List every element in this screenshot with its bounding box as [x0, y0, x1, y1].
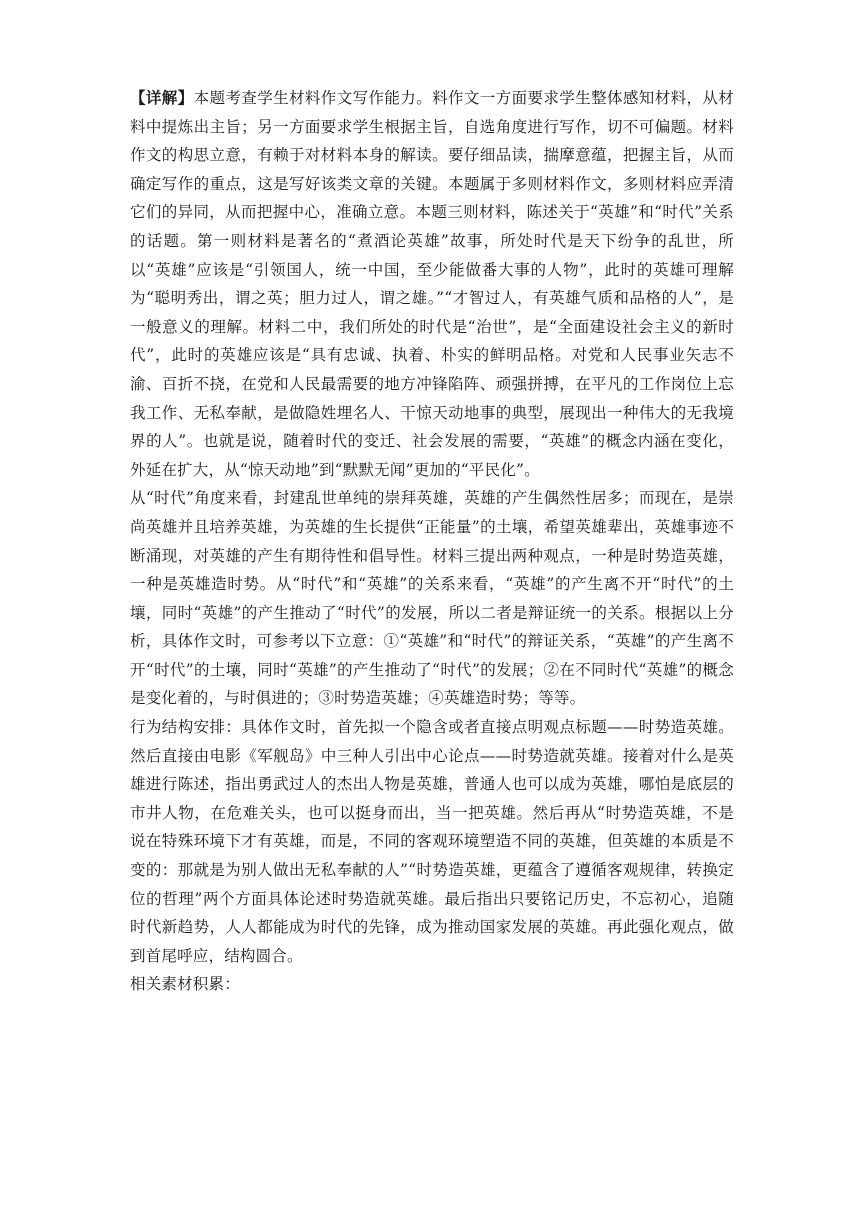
document-body	[130, 84, 734, 999]
paragraph-material-accumulation	[130, 970, 734, 999]
paragraph-text: 从“时代”角度来看，封建乱世单纯的崇拜英雄，英雄的产生偶然性居多；而现在，是崇尚英雄并且培养英雄，为英雄的生长提供“正能量”的土壤，希望英雄辈出，英雄事迹不断涌现，对英雄的产生有期待性和倡导性。材料三提出两种观点，一种是时势造英雄，一种是英雄造时势。从“时代”和“英雄”的关系来看，“英雄”的产生离不开“时代”的土壤，同时“英雄”的产生推动了“时代”的发展，所以二者是辩证统一的关系。根据以上分析，具体作文时，可参考以下立意：①“英雄”和“时代”的辩证关系，“英雄”的产生离不开“时代”的土壤，同时“英雄”的产生推动了“时代”的发展；②在不同时代“英雄”的概念是变化着的，与时俱进的；③时势造英雄；④英雄造时势；等等。	[130, 489, 734, 708]
paragraph-text: 本题考查学生材料作文写作能力。料作文一方面要求学生整体感知材料，从材料中提炼出主旨；另一方面要求学生根据主旨，自选角度进行写作，切不可偏题。材料作文的构思立意，有赖于对材料本身的解读。要仔细品读，揣摩意蕴，把握主旨，从而确定写作的重点，这是写好该类文章的关键。本题属于多则材料作文，多则材料应弄清它们的异同，从而把握中心，准确立意。本题三则材料，陈述关于“英雄”和“时代”关系的话题。第一则材料是著名的“煮酒论英雄”故事，所处时代是天下纷争的乱世，所以“英雄”应该是“引领国人，统一中国，至少能做番大事的人物”，此时的英雄可理解为“聪明秀出，谓之英；胆力过人，谓之雄。”“才智过人，有英雄气质和品格的人”，是一般意义的理解。材料二中，我们所处的时代是“治世”，是“全面建设社会主义的新时代”，此时的英雄应该是“具有忠诚、执着、朴实的鲜明品格。对党和人民事业矢志不渝、百折不挠，在党和人民最需要的地方冲锋陷阵、顽强拼搏，在平凡的工作岗位上忘我工作、无私奉献，是做隐姓埋名人、干惊天动地事的典型，展现出一种伟大的无我境界的人”。也就是说，随着时代的变迁、社会发展的需要，“英雄”的概念内涵在变化，外延在扩大，从“惊天动地”到“默默无闻”更加的“平民化”。	[130, 89, 734, 479]
paragraph-structure-arrangement	[130, 713, 734, 970]
paragraph-detailed-explanation	[130, 84, 734, 484]
paragraph-label: 【详解】	[130, 88, 194, 107]
paragraph-time-perspective	[130, 484, 734, 713]
paragraph-text: 行为结构安排：具体作文时，首先拟一个隐含或者直接点明观点标题——时势造英雄。然后直接由电影《军舰岛》中三种人引出中心论点——时势造就英雄。接着对什么是英雄进行陈述，指出勇武过人的杰出人物是英雄，普通人也可以成为英雄，哪怕是底层的市井人物，在危难关头，也可以挺身而出，当一把英雄。然后再从“时势造英雄，不是说在特殊环境下才有英雄，而是，不同的客观环境塑造不同的英雄，但英雄的本质是不变的：那就是为别人做出无私奉献的人”“时势造英雄，更蕴含了遵循客观规律，转换定位的哲理”两个方面具体论述时势造就英雄。最后指出只要铭记历史，不忘初心，追随时代新趋势，人人都能成为时代的先锋，成为推动国家发展的英雄。再此强化观点，做到首尾呼应，结构圆合。	[130, 718, 734, 965]
paragraph-text: 相关素材积累：	[130, 975, 240, 994]
